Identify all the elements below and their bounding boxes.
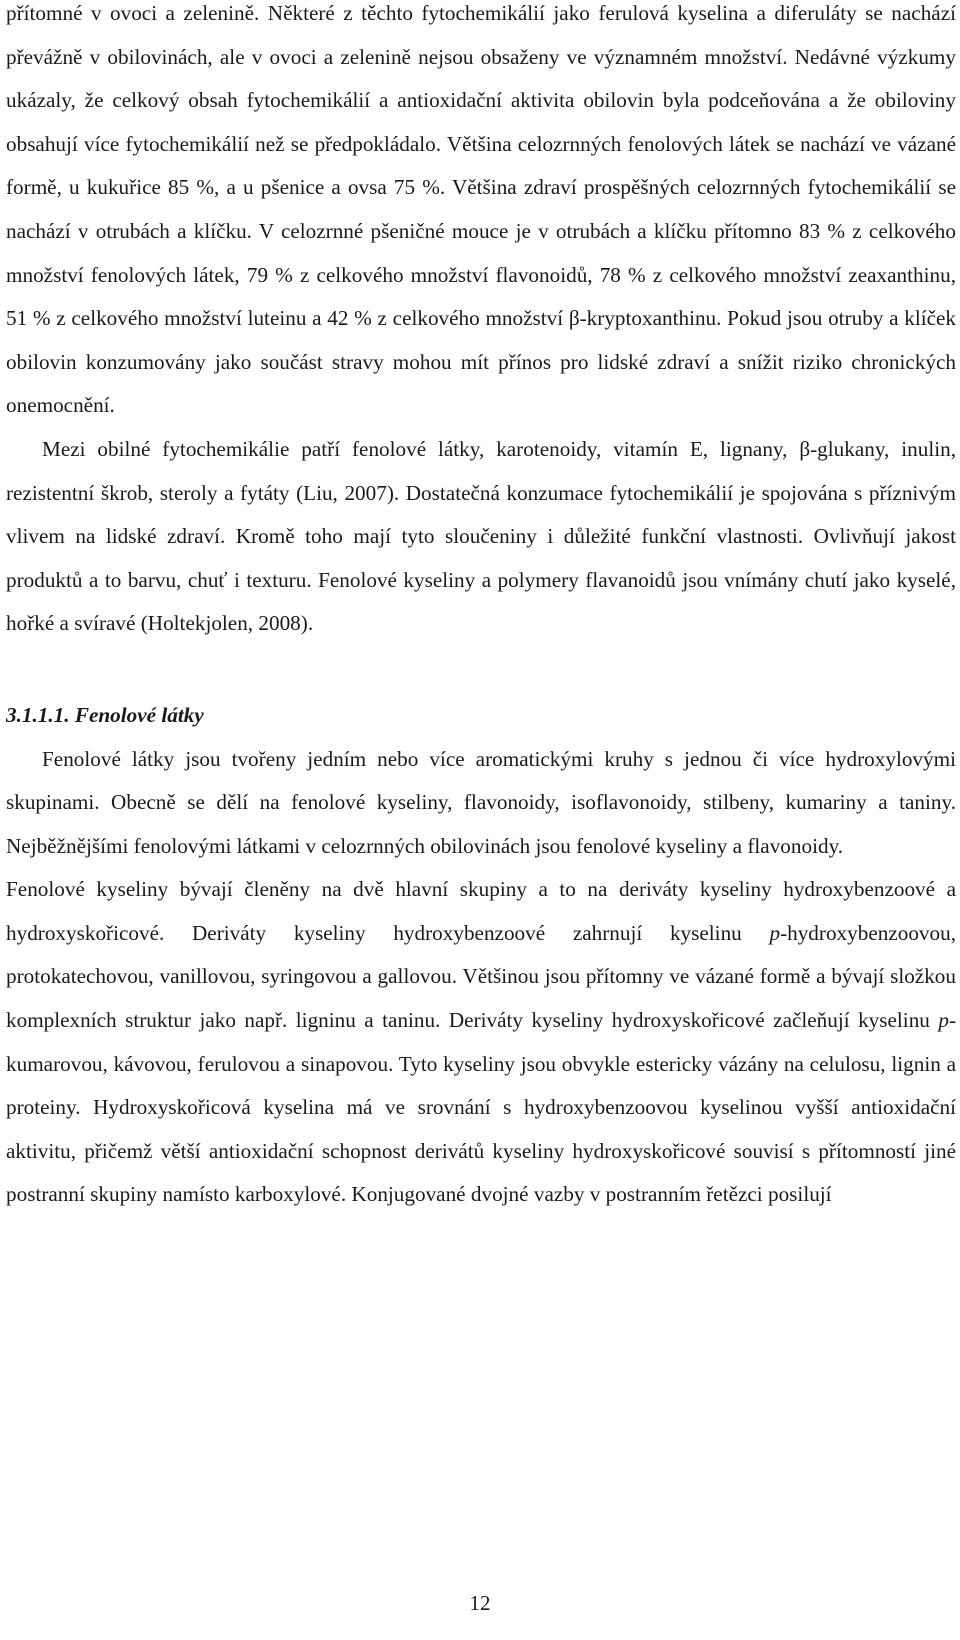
section-heading-title: Fenolové látky <box>74 702 204 727</box>
paragraph-fenolove-kyseliny-part-2: -hydroxybenzoovou, protokatechovou, vanillovou, syringovou a gallovou. Většinou jsou přítomny ve vázané formě a bývají složkou komplexních struktur jako např. ligninu a taninu. Deriváty kyseliny hydroxyskořicové začleňují kyselinu <box>6 920 956 1033</box>
page-number: 12 <box>469 1591 491 1615</box>
paragraph-obilne-fytochemikalie: Mezi obilné fytochemikálie patří fenolové látky, karotenoidy, vitamín E, lignany, β-glukany, inulin, rezistentní škrob, steroly a fytáty (Liu, 2007). Dostatečná konzumace fytochemikálií je spojována s příznivým vlivem na lidské zdraví. Kromě toho mají tyto sloučeniny i důležité funkční vlastnosti. Ovlivňují jakost produktů a to barvu, chuť i texturu. Fenolové kyseliny a polymery flavanoidů jsou vnímány chutí jako kyselé, hořké a svíravé (Holtekjolen, 2008). <box>6 436 956 636</box>
section-heading-number: 3.1.1.1. <box>6 702 70 727</box>
paragraph-fenolove-kyseliny-part-3: -kumarovou, kávovou, ferulovou a sinapovou. Tyto kyseliny jsou obvykle estericky vázány na celulosu, lignin a proteiny. Hydroxyskořicová kyselina má ve srovnání s hydroxybenzoovou kyselinou vyšší antioxidační aktivitu, přičemž větší antioxidační schopnost derivátů kyseliny hydroxyskořicové souvisí s přítomností jiné postranní skupiny namísto karboxylové. Konjugované dvojné vazby v postranním řetězci posilují <box>6 1008 956 1207</box>
paragraph-fenolove-kyseliny-part-1: Fenolové kyseliny bývají členěny na dvě hlavní skupiny a to na deriváty kyseliny hydroxybenzoové a hydroxyskořicové. Deriváty kyseliny hydroxybenzoové zahrnují kyselinu <box>6 877 956 945</box>
para-prefix-italic-p-1: p <box>769 920 781 945</box>
para-prefix-italic-p-2: p <box>938 1008 949 1033</box>
document-page <box>6 0 956 1217</box>
paragraph-fytochemikalie-obiloviny: přítomné v ovoci a zelenině. Některé z těchto fytochemikálií jako ferulová kyselina a diferuláty se nachází převážně v obilovinách, ale v ovoci a zelenině nejsou obsaženy ve významném množství. Nedávné výzkumy ukázaly, že celkový obsah fytochemikálií a antioxidační aktivita obilovin byla podceňována a že obiloviny obsahují více fytochemikálií než se předpokládalo. Většina celozrnných fenolových látek se nachází ve vázané formě, u kukuřice 85 %, a u pšenice a ovsa 75 %. Většina zdraví prospěšných celozrnných fytochemikálií se nachází v otrubách a klíčku. V celozrnné pšeničné mouce je v otrubách a klíčku přítomno 83 % z celkového množství fenolových látek, 79 % z celkového množství flavonoidů, 78 % z celkového množství zeaxanthinu, 51 % z celkového množství luteinu a 42 % z celkového množství β-kryptoxanthinu. Pokud jsou otruby a klíček obilovin konzumovány jako součást stravy mohou mít přínos pro lidské zdraví a snížit riziko chronických onemocnění. <box>6 1 956 418</box>
section-heading <box>6 694 956 738</box>
paragraph-fenolove-latky: Fenolové látky jsou tvořeny jedním nebo více aromatickými kruhy s jednou či více hydroxylovými skupinami. Obecně se dělí na fenolové kyseliny, flavonoidy, isoflavonoidy, stilbeny, kumariny a taniny. Nejběžnějšími fenolovými látkami v celozrnných obilovinách jsou fenolové kyseliny a flavonoidy. <box>6 746 956 858</box>
paragraph-fenolove-kyseliny <box>6 868 956 1217</box>
